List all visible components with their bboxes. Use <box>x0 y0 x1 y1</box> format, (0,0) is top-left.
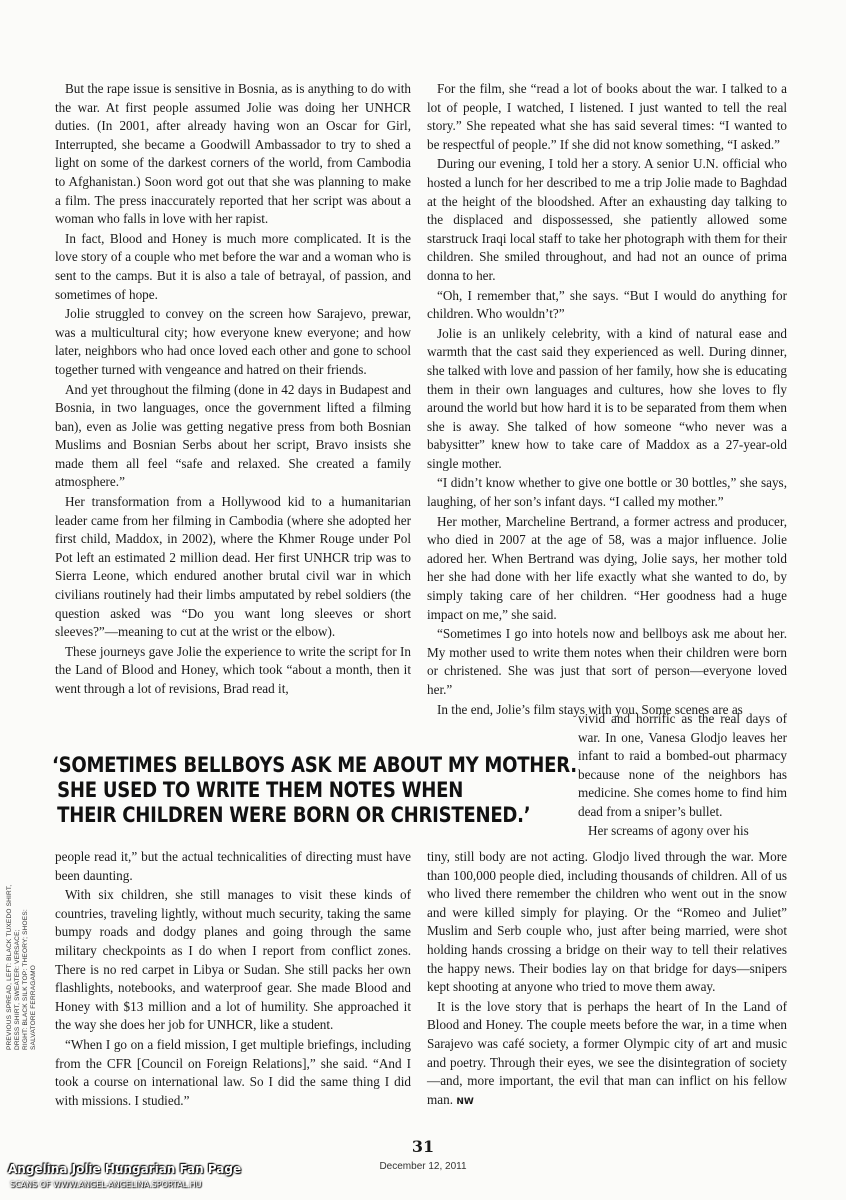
pull-quote-line: SHE USED TO WRITE THEM NOTES WHEN <box>57 778 464 802</box>
paragraph: And yet throughout the filming (done in 42 days in Budapest and Bosnia, in two languages, once the government lifted a filming ban), even as Jolie was getting negative press from both Bosnian Muslims and Bosnian Serbs about her script, Bravo insists she made them all feel “safe and relaxed. She created a family atmosphere.” <box>55 381 411 490</box>
paragraph: Her mother, Marcheline Bertrand, a former actress and producer, who died in 2007 at the age of 58, was a major influence. Jolie adored her. When Bertrand was dying, Jolie says, her mother told her she had done with her life exactly what she wanted to do, by simply taking care of her children. “Her goodness had a huge impact on me,” she said. <box>427 513 787 622</box>
paragraph: vivid and horrific as the real days of war. In one, Vanesa Glodjo leaves her infant to raid a bombed-out pharmacy because none of the neighbors has medicine. She comes home to find him dead from a sniper’s bullet. <box>578 711 787 819</box>
paragraph: In the end, Jolie’s film stays with you. Some scenes are as <box>437 701 743 717</box>
paragraph: people read it,” but the actual technicalities of directing must have been daunting. <box>55 849 411 883</box>
paragraph: With six children, she still manages to visit these kinds of countries, traveling lightly, without much security, taking the same bumpy roads and dodgy planes and going through the same military checkpoints as I do when I report from conflict zones. There is no red carpet in Libya or Sudan. She still packs her own flashlights, notebooks, and waterproof gear. She made Blood and Honey with $13 million and a lot of humility. She approached it the way she does her job for UNHCR, like a student. <box>55 887 411 1033</box>
credit-line: RIGHT: BLACK SILK TOP: THEORY; SHOES: SALVATORE FERRAGAMO <box>22 909 37 1050</box>
paragraph: Jolie is an unlikely celebrity, with a kind of natural ease and warmth that the cast said they experienced as well. During dinner, she talked with love and passion of her family, how she is educating them in their own languages and cultures, how she loves to fly around the world but how hard it is to be separated from them when she is away. She talked of how someone “who never was a babysitter” knew how to take care of Maddox as a 27-year-old single mother. <box>427 325 787 471</box>
page-number: 31 <box>411 1137 435 1156</box>
article-column-4 <box>427 848 787 1112</box>
paragraph: Her screams of agony over his <box>588 822 749 838</box>
photo-credit <box>6 870 46 1050</box>
paragraph: “I didn’t know whether to give one bottle or 30 bottles,” she says, laughing, of her son’s infant days. “I called my mother.” <box>427 475 787 510</box>
credit-line: PREVIOUS SPREAD, LEFT: BLACK TUXEDO SHIRT, DRESS SHIRT, SWEATER: VERSACE; <box>6 884 21 1050</box>
article-column-2 <box>427 80 787 720</box>
article-column-3 <box>55 848 411 1111</box>
paragraph: In fact, Blood and Honey is much more complicated. It is the love story of a couple who met before the war and a woman who is sent to the camps. But it is also a tale of betrayal, of passion, and sometimes of hope. <box>55 230 411 302</box>
paragraph: For the film, she “read a lot of books about the war. I talked to a lot of people, I watched, I listened. I just wanted to tell the real story.” She repeated what she has said several times: “I wanted to be respectful of people.” If she did not know something, “I asked.” <box>427 81 787 152</box>
paragraph: But the rape issue is sensitive in Bosnia, as is anything to do with the war. At first people assumed Jolie was doing her UNHCR duties. (In 2001, after already having won an Oscar for Girl, Interrupted, she became a Goodwill Ambassador to try to shed a light on some of the darkest corners of the world, from Cambodia to Afghanistan.) Soon word got out that she was planning to make a film. The press inaccurately reported that her script was about a woman who falls in love with her rapist. <box>55 81 411 227</box>
article-column-1 <box>55 80 411 700</box>
end-mark: NW <box>456 1096 474 1107</box>
issue-date: December 12, 2011 <box>379 1161 467 1172</box>
paragraph: “Oh, I remember that,” she says. “But I would do anything for children. Who wouldn’t?” <box>427 287 787 322</box>
paragraph: “When I go on a field mission, I get multiple briefings, including from the CFR [Council on Foreign Relations],” she said. “And I took a course on international law. So I did the same thing I did with missions. I studied.” <box>55 1036 411 1108</box>
watermark: Angelina Jolie Hungarian Fan Page <box>8 1162 242 1176</box>
pull-quote-line: THEIR CHILDREN WERE BORN OR CHRISTENED.’ <box>57 803 531 827</box>
paragraph: “Sometimes I go into hotels now and bellboys ask me about her. My mother used to write them notes when their children were born or christened. She was just that sort of person—everyone loved her.” <box>427 626 787 697</box>
watermark-sub: SCANS OF WWW.ANGEL-ANGELINA.SPORTAL.HU <box>10 1180 202 1189</box>
paragraph: These journeys gave Jolie the experience to write the script for In the Land of Blood and Honey, which took “about a month, then it went through a lot of revisions, Brad read it, <box>55 643 411 696</box>
article-wrap-text <box>578 710 787 840</box>
paragraph: Jolie struggled to convey on the screen how Sarajevo, prewar, was a multicultural city; how everyone knew everyone; and how later, neighbors who had once loved each other and gone to school together turned with vengeance and hatred on their friends. <box>55 306 411 377</box>
pull-quote <box>52 753 577 828</box>
paragraph: tiny, still body are not acting. Glodjo lived through the war. More than 100,000 people died, including thousands of children. All of us who lived there remember the children who went out in the snow and were killed simply for playing. Or the “Romeo and Juliet” Muslim and Serb couple who, just after being married, were shot holding hands crossing a bridge on their way to tell their relatives the happy news. Their bodies lay on that bridge for days—snipers kept shooting at anyone who tried to move them away. <box>427 849 787 995</box>
pull-quote-line: ‘SOMETIMES BELLBOYS ASK ME ABOUT MY MOTHER. <box>52 753 577 777</box>
paragraph <box>427 998 787 1112</box>
paragraph-text: It is the love story that is perhaps the heart of In the Land of Blood and Honey. The couple meets before the war, in a time when Sarajevo was café society, a former Olympic city of art and music and poetry. Through their eyes, we see the disintegration of society—and, more important, the evil that man can inflict on his fellow man. <box>427 998 787 1107</box>
paragraph: During our evening, I told her a story. A senior U.N. official who hosted a lunch for her described to me a trip Jolie made to Baghdad at the height of the bloodshed. After an exhausting day talking to the displaced and dispossessed, she patiently allowed some starstruck Iraqi local staff to take her photograph with them for their children. She smiled throughout, and had not an ounce of prima donna to her. <box>427 156 787 283</box>
paragraph: Her transformation from a Hollywood kid to a humanitarian leader came from her filming in Cambodia (where she adopted her first child, Maddox, in 2002), where the Khmer Rouge under Pol Pot left an estimated 2 million dead. Her first UNHCR trip was to Sierra Leone, which endured another brutal civil war in which civilians routinely had their limbs amputated by rebel soldiers (the question asked was “Do you want long sleeves or short sleeves?”—meaning to cut at the wrist or the elbow). <box>55 494 411 640</box>
